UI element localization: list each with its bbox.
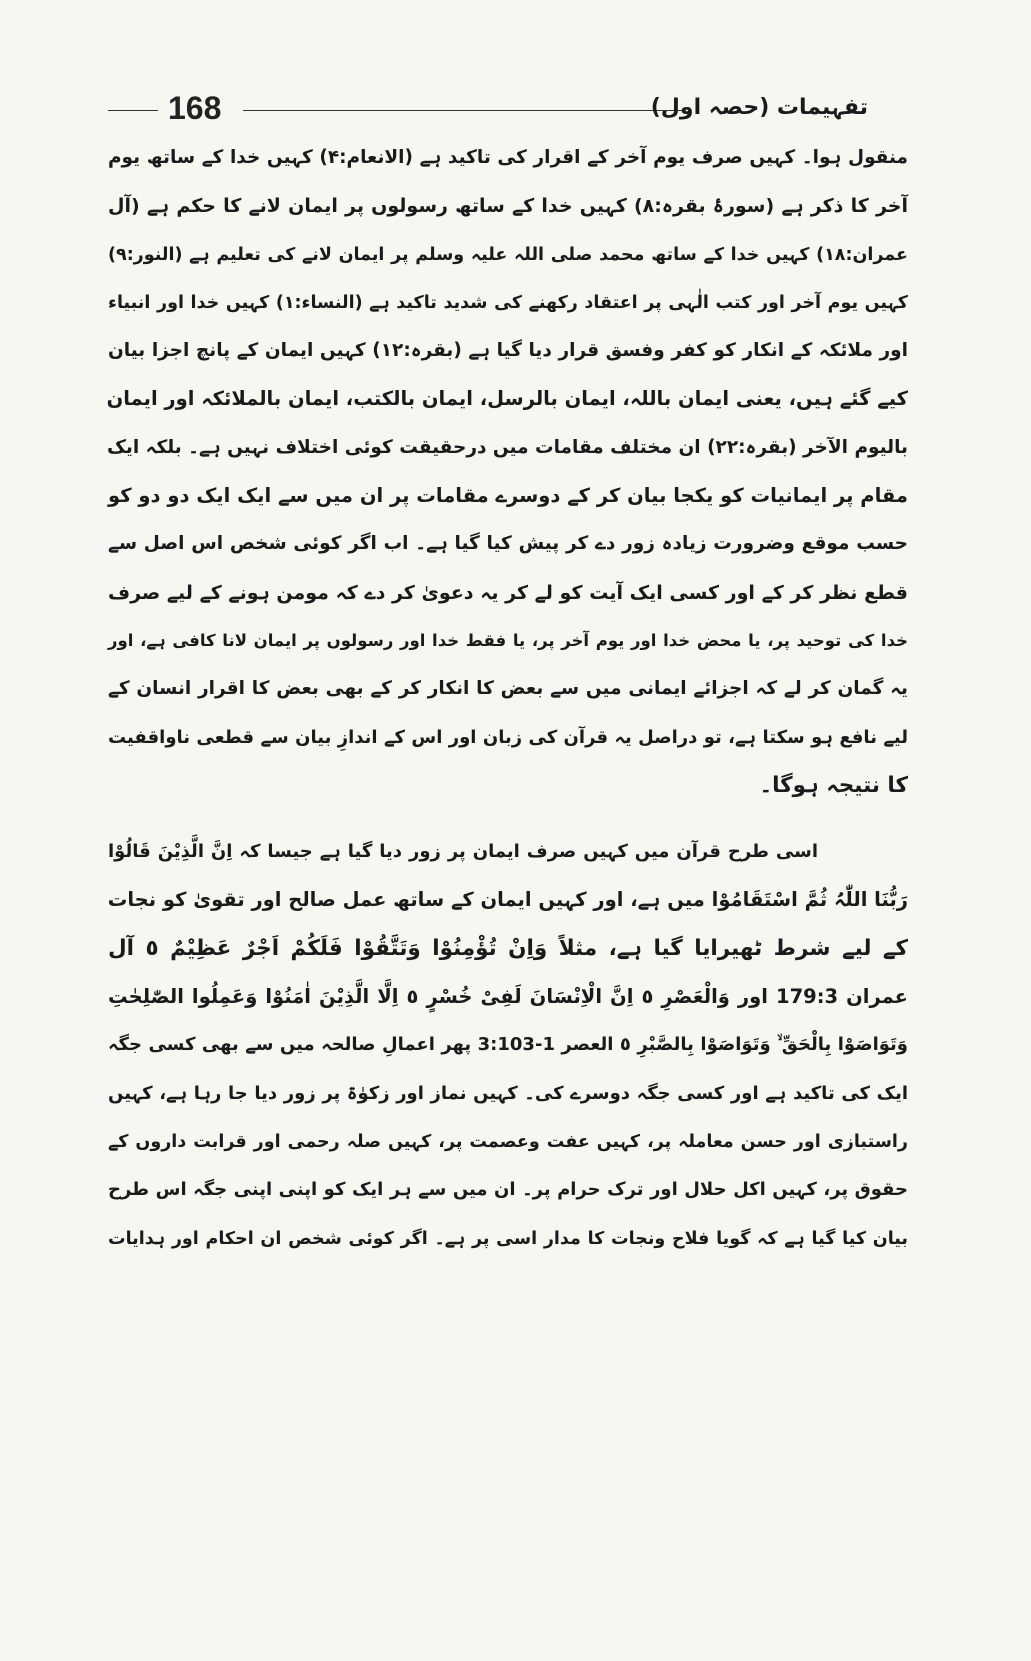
text-line: اسی طرح قرآن میں کہیں صرف ایمان پر زور دیا گیا ہے جیسا کہ اِنَّ الَّذِیْنَ قَالُوْا [108, 841, 818, 863]
text-line: لیے نافع ہو سکتا ہے، تو دراصل یہ قرآن کی زبان اور اس کے اندازِ بیان سے قطعی ناواقفیت [108, 726, 908, 748]
page-header [108, 88, 868, 128]
text-line: اور ملائکہ کے انکار کو کفر وفسق قرار دیا گیا ہے (بقرہ:۱۲) کہیں ایمان کے پانچ اجزا بیان [108, 340, 909, 362]
text-line: راستبازی اور حسن معاملہ پر، کہیں عفت وعصمت پر، کہیں صلہ رحمی اور قرابت داروں کے [108, 1131, 908, 1152]
text-line: کیے گئے ہیں، یعنی ایمان باللہ، ایمان بالرسل، ایمان بالکتب، ایمان بالملائکہ اور ایمان [106, 387, 908, 411]
header-rule [108, 110, 158, 111]
paragraph-2 [108, 828, 908, 1263]
text-line: منقول ہوا۔ کہیں صرف یوم آخر کے اقرار کی تاکید ہے (الانعام:۴) کہیں خدا کے ساتھ یوم [108, 147, 908, 168]
text-line: وَتَوَاصَوْا بِالْحَقِّ ۙ وَتَوَاصَوْا بِالصَّبْرِ ٥ العصر 1-3:103 پھر اعمالِ صالحہ میں سے بھی کسی جگہ [108, 1034, 908, 1056]
text-line: ایک کی تاکید ہے اور کسی جگہ دوسرے کی۔ کہیں نماز اور زکوٰۃ پر زور دیا جا رہا ہے، کہیں [108, 1082, 908, 1104]
text-line: عمران 179:3 اور وَالْعَصْرِ ٥ اِنَّ الْاِنْسَانَ لَفِیْ خُسْرٍ ٥ اِلَّا الَّذِیْنَ اٰمَنُوْا وَعَمِلُوا الصّٰلِحٰتِ [108, 985, 908, 1009]
text-line: بالیوم الآخر (بقرہ:۲۲) ان مختلف مقامات میں درحقیقت کوئی اختلاف نہیں ہے۔ بلکہ ایک [106, 436, 908, 458]
text-line: کا نتیجہ ہوگا۔ [759, 772, 908, 798]
text-line: خدا کی توحید پر، یا محض خدا اور یوم آخر پر، یا فقط خدا اور رسولوں پر ایمان لانا کافی ہے، اور [108, 630, 908, 650]
text-line: قطع نظر کر کے اور کسی ایک آیت کو لے کر یہ دعویٰ کر دے کہ مومن ہونے کے لیے صرف [108, 581, 908, 604]
text-line: کہیں یوم آخر اور کتب الٰہی پر اعتقاد رکھنے کی شدید تاکید ہے (النساء:۱) کہیں خدا اور انبیاء [108, 292, 908, 313]
text-line: حسب موقع وضرورت زیادہ زور دے کر پیش کیا گیا ہے۔ اب اگر کوئی شخص اس اصل سے [108, 533, 908, 555]
text-line: رَبُّنَا اللّٰہُ ثُمَّ اسْتَقَامُوْا میں ہے، اور کہیں ایمان کے ساتھ عمل صالح اور تقویٰ کو نجات [107, 888, 908, 912]
page-body [108, 134, 908, 1263]
paragraph-1 [108, 134, 908, 810]
text-line: آخر کا ذکر ہے (سورۂ بقرہ:۸) کہیں خدا کے ساتھ رسولوں پر ایمان لانے کا حکم ہے (آل [108, 195, 908, 218]
text-line: یہ گمان کر لے کہ اجزائے ایمانی میں سے بعض کا انکار کر کے بھی بعض کا اقرار انسان کے [108, 678, 908, 700]
text-line: حقوق پر، کہیں اکل حلال اور ترک حرام پر۔ ان میں سے ہر ایک کو اپنی اپنی جگہ اس طرح [108, 1179, 908, 1201]
text-line: بیان کیا گیا ہے کہ گویا فلاح ونجات کا مدار اسی پر ہے۔ اگر کوئی شخص ان احکام اور ہدایات [108, 1228, 908, 1249]
text-line: کے لیے شرط ٹھیرایا گیا ہے، مثلاً وَاِنْ تُؤْمِنُوْا وَتَتَّقُوْا فَلَکُمْ اَجْرٌ عَظِیْمٌ ٥ آل [108, 935, 908, 961]
header-rule [243, 110, 683, 111]
page-number: 168 [168, 90, 222, 126]
running-title: تفہیمات (حصہ اول) [650, 95, 868, 120]
text-line: عمران:۱۸) کہیں خدا کے ساتھ محمد صلی اللہ علیہ وسلم پر ایمان لانے کی تعلیم ہے (النور:۹) [108, 244, 908, 265]
text-line: مقام پر ایمانیات کو یکجا بیان کر کے دوسرے مقامات پر ان میں سے ایک ایک دو دو کو [108, 484, 908, 508]
